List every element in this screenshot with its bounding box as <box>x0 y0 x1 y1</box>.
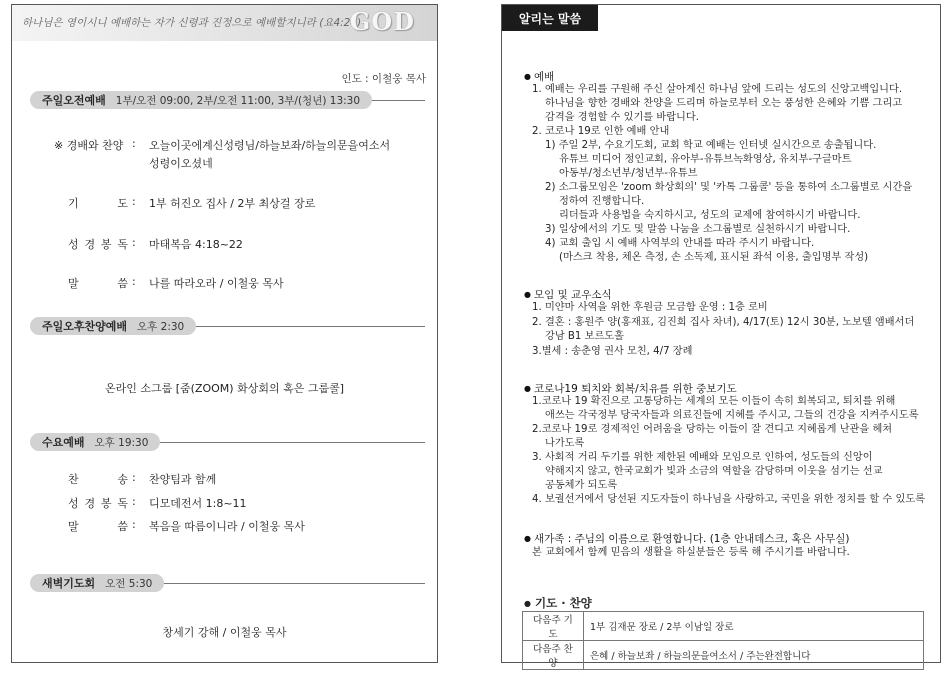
text-line: 1. 미얀마 사역을 위한 후원금 모금함 운영 : 1층 로비 <box>532 302 768 313</box>
table-key: 다음주 찬양 <box>523 641 584 670</box>
left-page: 하나님은 영이시니 예배하는 자가 신령과 진정으로 예배할지니라 (요4:24) GOD 인도 : 이철웅 목사 주일오전예배 1부/오전 09:00, 2부/오전 11:00, 3부/(청년) 13:30 ※ 경배와 찬양 : 오늘이곳에계신성령님/하늘보좌/하늘의문을여소서 성령이오셨네 기 도 : 1부 허진오 집사 / 2부 최상걸 장로 성 경 봉 독 : 마태복음 4:18~22 말 씀 : 나를 따라오라 / 이철웅 목사 주일오후찬양예배 오후 2:30 온라인 소그룹 [줌(ZOOM) 화상회의 혹은 그룹콜] 수요예배 오후 19:30 찬 송 : 찬양팀과 함께 성 경 봉 독 : 디모데전서 1:8~11 말 씀 : 복음을 따름이니라 / 이철웅 목사 새벽기도회 오전 5:30 창세기 강해 / 이철웅 목사 <box>11 4 438 663</box>
text-line: 2. 결혼 : 홍원주 양(홍재표, 김진희 집사 차녀), 4/17(토) 12시 30분, 노보텔 앰배서더 <box>532 317 915 328</box>
newcomers-heading: ● 새가족 : 주님의 이름으로 환영합니다. (1층 안내데스크, 혹은 사무실) <box>524 531 850 546</box>
text-line: 애쓰는 각국정부 당국자들과 의료진들에 지혜를 주시고, 그들의 건강을 지켜주시도록 <box>545 410 919 421</box>
divider <box>196 326 425 327</box>
text-line: 공동체가 되도록 <box>545 480 618 491</box>
section-title: 주일오전예배 <box>42 94 106 107</box>
text-line: 4) 교회 출입 시 예배 사역부의 안내를 따라 주시기 바랍니다. <box>545 238 815 249</box>
prayer-praise-heading: ● 기도 · 찬양 <box>524 595 592 611</box>
text-line: 하나님을 향한 경배와 찬양을 드리며 하늘로부터 오는 풍성한 은혜와 기쁨 그리고 <box>545 98 903 109</box>
text-line: 약해지지 않고, 한국교회가 빛과 소금의 역할을 감당하며 이웃을 섬기는 선교 <box>545 466 883 477</box>
section-title: 수요예배 <box>42 436 85 449</box>
prayer-topics-heading: ● 코로나19 퇴치와 회복/치유를 위한 중보기도 <box>524 381 737 396</box>
table-key: 다음주 기도 <box>523 612 584 641</box>
section-schedule: 오전 5:30 <box>105 577 153 590</box>
text-line: 정하여 진행합니다. <box>559 196 645 207</box>
text-line: 아동부/청소년부/청년부-유튜브 <box>559 168 698 179</box>
wednesday-service-header <box>30 433 425 451</box>
row-label: 말 씀 <box>68 520 128 533</box>
text-line: 2. 코로나 19로 인한 예배 안내 <box>532 126 670 137</box>
text-line: 나가도록 <box>545 438 585 449</box>
text-line: 2) 소그룹모임은 'zoom 화상회의' 및 '카톡 그룹콜' 등을 통하여 소그룹별로 시간을 <box>545 182 913 193</box>
announcements-title: 알리는 말씀 <box>502 5 598 31</box>
text-line: 3.별세 : 송춘영 권사 모친, 4/7 장례 <box>532 346 693 357</box>
divider <box>160 442 425 443</box>
table-row <box>523 641 924 670</box>
table-value: 1부 김재문 장로 / 2부 이남일 장로 <box>584 612 924 641</box>
text-line: 3. 사회적 거리 두기를 위한 제한된 예배와 모임으로 인하여, 성도들의 신앙이 <box>532 452 873 463</box>
text-line: 감격을 경험할 수 있기를 바랍니다. <box>545 112 699 123</box>
scripture-banner <box>12 5 437 41</box>
row-value: 마태복음 4:18~22 <box>149 238 243 251</box>
row-value: 복음을 따름이니라 / 이철웅 목사 <box>149 520 305 533</box>
row-label: 말 씀 <box>68 277 128 290</box>
section-schedule: 오후 2:30 <box>137 320 185 333</box>
section-title: 새벽기도회 <box>42 577 96 590</box>
row-label: 성 경 봉 독 <box>68 497 128 510</box>
row-label: ※ 경배와 찬양 <box>54 139 124 152</box>
prayer-praise-table <box>522 611 924 670</box>
text-line: 3) 일상에서의 기도 및 말씀 나눔을 소그룹별로 실천하시기 바랍니다. <box>545 224 851 235</box>
divider <box>372 100 425 101</box>
afternoon-note: 온라인 소그룹 [줌(ZOOM) 화상회의 혹은 그룹콜] <box>104 382 344 395</box>
row-value: 디모데전서 1:8~11 <box>149 497 247 510</box>
row-value: 나를 따라오라 / 이철웅 목사 <box>149 277 284 290</box>
divider <box>164 583 425 584</box>
text-line: 2.코로나 19로 경제적인 어려움을 당하는 이들이 잘 견디고 지혜롭게 난관을 헤쳐 <box>532 424 893 435</box>
leader-text: 인도 : 이철웅 목사 <box>341 73 426 85</box>
row-value: 1부 허진오 집사 / 2부 최상걸 장로 <box>149 197 316 210</box>
dawn-note: 창세기 강해 / 이철웅 목사 <box>162 626 287 639</box>
dawn-service-header <box>30 574 425 592</box>
row-label: 찬 송 <box>68 473 128 486</box>
text-line: 1.코로나 19 확진으로 고통당하는 세계의 모든 이들이 속히 회복되고, 퇴치를 위해 <box>532 396 896 407</box>
row-label: 기 도 <box>68 197 128 210</box>
row-value: 오늘이곳에계신성령님/하늘보좌/하늘의문을여소서 <box>149 139 391 152</box>
section-schedule: 오후 19:30 <box>94 436 149 449</box>
text-line: (마스크 착용, 체온 측정, 손 소독제, 표시된 좌석 이용, 출입명부 작성) <box>559 252 869 263</box>
morning-service-header <box>30 91 425 109</box>
text-line: 1. 예배는 우리를 구원해 주신 살아계신 하나님 앞에 드리는 성도의 신앙고백입니다. <box>532 84 903 95</box>
text-line: 유튜브 미디어 정인교회, 유아부-유튜브녹화영상, 유치부-구글마트 <box>559 154 852 165</box>
text-line: 강남 B1 보르도홀 <box>545 331 624 342</box>
right-page <box>501 4 941 669</box>
table-row <box>523 612 924 641</box>
row-label: 성 경 봉 독 <box>68 238 128 251</box>
section-schedule: 1부/오전 09:00, 2부/오전 11:00, 3부/(청년) 13:30 <box>115 94 361 107</box>
text-line: 리더들과 사용법을 숙지하시고, 성도의 교제에 참여하시기 바랍니다. <box>559 210 861 221</box>
banner-verse: 하나님은 영이시니 예배하는 자가 신령과 진정으로 예배할지니라 (요4:24) <box>22 17 362 29</box>
row-value-2: 성령이오셨네 <box>149 157 213 170</box>
row-value: 찬양팀과 함께 <box>149 473 217 486</box>
text-line: 4. 보궐선거에서 당선된 지도자들이 하나님을 사랑하고, 국민을 위한 정치를 할 수 있도록 <box>532 494 926 505</box>
table-value: 은혜 / 하늘보좌 / 하늘의문을여소서 / 주는완전합니다 <box>584 641 924 670</box>
text-line: 본 교회에서 함께 믿음의 생활을 하실분들은 등록 해 주시기를 바랍니다. <box>532 547 850 558</box>
afternoon-service-header <box>30 317 425 335</box>
section-title: 주일오후찬양예배 <box>42 320 128 333</box>
god-logo: GOD <box>349 7 415 36</box>
news-heading: ● 모임 및 교우소식 <box>524 287 612 302</box>
text-line: 1) 주일 2부, 수요기도회, 교회 학교 예배는 인터넷 실시간으로 송출됩니다. <box>545 140 877 151</box>
worship-heading: ● 예배 <box>524 69 554 84</box>
